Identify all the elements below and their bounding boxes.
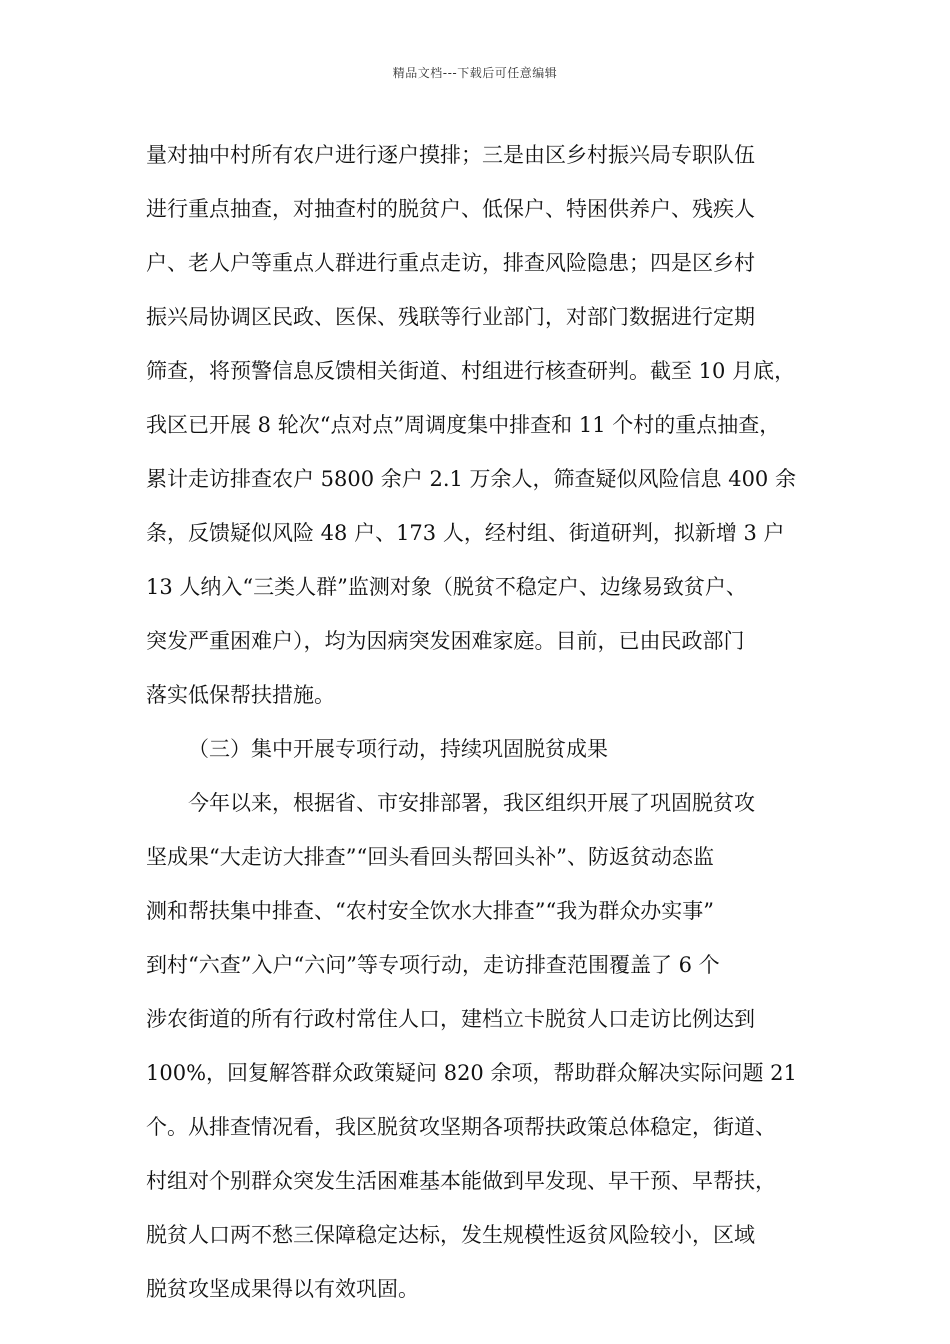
text-line: 测和帮扶集中排查、“农村安全饮水大排查”“我为群众办实事” (146, 899, 714, 923)
text-line: 累计走访排查农户 5800 余户 2.1 万余人，筛查疑似风险信息 400 余 (146, 467, 796, 491)
text-line: 坚成果“大走访大排查”“回头看回头帮回头补”、防返贫动态监 (146, 845, 714, 869)
text-line: 条，反馈疑似风险 48 户、173 人，经村组、街道研判，拟新增 3 户 (146, 521, 785, 545)
paragraph-continued (146, 128, 806, 722)
text-line: 落实低保帮扶措施。 (146, 683, 335, 707)
document-body (146, 128, 806, 1316)
text-line: 户、老人户等重点人群进行重点走访，排查风险隐患；四是区乡村 (146, 251, 755, 275)
text-line: 量对抽中村所有农户进行逐户摸排；三是由区乡村振兴局专职队伍 (146, 143, 755, 167)
text-line: 筛查，将预警信息反馈相关街道、村组进行核查研判。截至 10 月底， (146, 359, 796, 383)
text-line: 我区已开展 8 轮次“点对点”周调度集中排查和 11 个村的重点抽查， (146, 413, 781, 437)
section-heading: （三）集中开展专项行动，持续巩固脱贫成果 (188, 737, 608, 761)
text-line: 进行重点抽查，对抽查村的脱贫户、低保户、特困供养户、残疾人 (146, 197, 755, 221)
text-line: 突发严重困难户），均为因病突发困难家庭。目前，已由民政部门 (146, 629, 745, 653)
text-line: 振兴局协调区民政、医保、残联等行业部门，对部门数据进行定期 (146, 305, 755, 329)
paragraph (146, 776, 806, 1316)
page-header: 精品文档---下载后可任意编辑 (392, 66, 558, 80)
text-line: 脱贫攻坚成果得以有效巩固。 (146, 1277, 419, 1301)
text-line: 涉农街道的所有行政村常住人口，建档立卡脱贫人口走访比例达到 (146, 1007, 755, 1031)
text-line: 13 人纳入“三类人群”监测对象（脱贫不稳定户、边缘易致贫户、 (146, 575, 747, 599)
text-line: 村组对个别群众突发生活困难基本能做到早发现、早干预、早帮扶， (146, 1169, 776, 1193)
text-line: 个。从排查情况看，我区脱贫攻坚期各项帮扶政策总体稳定，街道、 (146, 1115, 776, 1139)
text-line: 100%，回复解答群众政策疑问 820 余项，帮助群众解决实际问题 21 (146, 1061, 797, 1085)
text-line: 到村“六查”入户“六问”等专项行动，走访排查范围覆盖了 6 个 (146, 953, 720, 977)
text-line: 脱贫人口两不愁三保障稳定达标，发生规模性返贫风险较小，区域 (146, 1223, 755, 1247)
text-line: 今年以来，根据省、市安排部署，我区组织开展了巩固脱贫攻 (188, 791, 755, 815)
